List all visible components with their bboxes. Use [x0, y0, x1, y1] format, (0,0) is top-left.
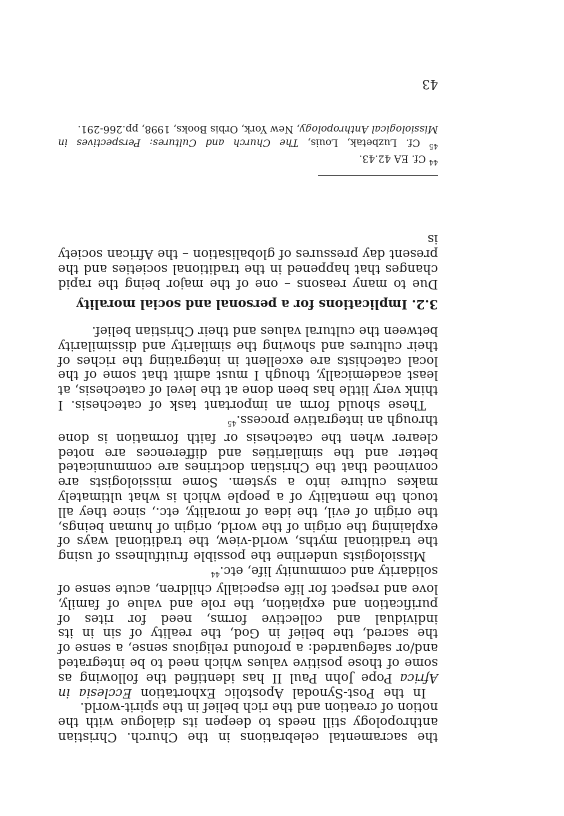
- paragraph: the sacramental celebrations in the Church. Christian anthropology still needs to deepen its dialogue with the notion of creation and the rich belief in the spirit-world.: [58, 700, 438, 745]
- footnote-text: Cf. EA 42.43.: [359, 152, 430, 164]
- footnote-number: 45: [429, 141, 438, 150]
- document-title-italic: Ecclesia in Africa: [58, 670, 438, 701]
- footnote-divider: [318, 175, 438, 176]
- paragraph: These should form an important task of catechesis. I think very little has been done at the level of catechesis, at least academically, though I must admit that some of the local catechists are excellent in integrating the riches of their cultures and showing the similarity and dissimilarity between the cultural values and their Christian belief.: [58, 324, 438, 414]
- footnote-marker: 44: [210, 570, 220, 579]
- paragraph: Due to many reasons – one of the major being the rapid changes that happened in the traditional societies and the present day pressures of globalisation – the African society is: [58, 232, 438, 292]
- footnote: [58, 122, 438, 151]
- section-heading: 3.2. Implications for a personal and social morality: [76, 297, 438, 313]
- footnote-number: 44: [429, 158, 438, 166]
- body-text: [58, 231, 438, 744]
- book-title-italic: The Church and Cultures: Perspectives in Missiological Anthropology: [58, 123, 438, 148]
- paragraph: [58, 412, 438, 563]
- paragraph-text: Missiologists underline the possible fruitfulness of using the traditional myths, world-view, the traditional ways of explaining the origin of the world, origin of human beings, the origin of evil, the idea of morality, etc., since they all touch the mentality of a people which is what ultimately makes culture into a system. Some missiologists are convinced that the Christian doctrines are communicated better and the similarities and differences are noted clearer when the catechesis or faith formation is done through an integrative process.: [58, 412, 438, 565]
- paragraph: [58, 563, 438, 699]
- paragraph-text: Pope John Paul II has identified the following as some of those positive values which need to be integrated and/or safeguarded: a profound religious sense, a sense of the sacred, the belief in God, the reality of sin in its individual and collective forms, need for rites of purification and expiation, the role and value of family, love and respect for life especially children, acute sense of solidarity and community life, etc.: [58, 564, 438, 686]
- footnotes: [58, 122, 438, 168]
- footnote-text: , New York, Orbis Books, 1998, pp.266-291.: [77, 123, 300, 135]
- footnote: [58, 152, 438, 168]
- footnote-marker: 45: [227, 419, 237, 428]
- footnote-text: Cf. Luzbetak, Louis,: [298, 136, 430, 148]
- paragraph-text: In the Post-Synodal Apostolic Exhortation: [131, 685, 426, 701]
- page-number: 43: [421, 77, 438, 92]
